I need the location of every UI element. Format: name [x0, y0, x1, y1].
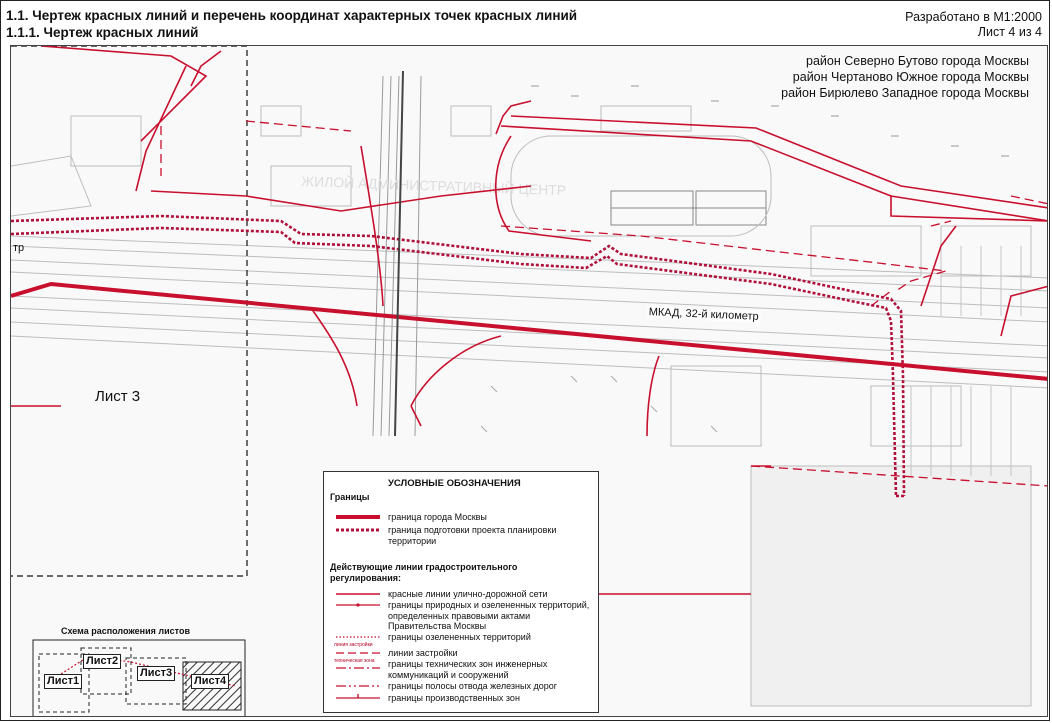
sheet3-label: Лист 3 [95, 388, 141, 405]
map-viewport[interactable] [10, 45, 1048, 717]
title-line-1: 1.1. Чертеж красных линий и перечень координат характерных точек красных линий [6, 8, 578, 23]
mkad-label: МКАД, 32-й километр [648, 306, 759, 323]
legend-panel [323, 471, 599, 713]
legend-symbol-planning-boundary [334, 525, 382, 535]
legend-text-city-boundary: граница города Москвы [388, 512, 487, 522]
sheet3-boundary [11, 46, 247, 576]
scale-text: Разработано в М1:2000 [905, 10, 1042, 24]
legend-section-boundaries: Границы [330, 492, 370, 502]
scheme-sheet-1: Лист1 [44, 674, 82, 689]
legend-text-natural-areas: границы природных и озелененных территорий, определенных правовыми актами Правительства Москвы [388, 600, 590, 631]
legend-symbol-red-lines [334, 589, 382, 599]
sheet-layout-scheme [31, 624, 249, 717]
rail-edge [395, 71, 403, 436]
district-1: район Северно Бутово города Москвы [806, 54, 1029, 68]
legend-title: УСЛОВНЫЕ ОБОЗНАЧЕНИЯ [388, 478, 521, 489]
legend-symbol-industrial [334, 693, 382, 703]
building-lines [161, 121, 1048, 486]
legend-symbol-green-areas [334, 632, 382, 642]
legend-symbol-natural-areas [334, 600, 382, 610]
scheme-sheet-4: Лист4 [191, 674, 229, 689]
legend-symbol-city-boundary [334, 512, 382, 522]
legend-symbol-technical-zones [334, 663, 382, 673]
legend-tag-building-line: линия застройки [334, 642, 373, 648]
background-district-label: ЖИЛОЙ АДМИНИСТРАТИВНЫЙ ЦЕНТР [300, 173, 567, 199]
legend-text-red-lines: красные линии улично-дорожной сети [388, 589, 548, 599]
legend-text-green-areas: границы озелененных территорий [388, 632, 531, 642]
legend-section-regulation: Действующие линии градостроительного регулирования: [330, 562, 518, 583]
legend-symbol-railway [334, 681, 382, 691]
city-boundary [11, 284, 1048, 379]
district-list [781, 53, 1029, 101]
legend-text-building-lines: линии застройки [388, 648, 458, 658]
scheme-title: Схема расположения листов [61, 626, 190, 636]
legend-text-railway: границы полосы отвода железных дорог [388, 681, 558, 691]
drawing-title [6, 7, 577, 41]
district-3: район Бирюлево Западное города Москвы [781, 86, 1029, 100]
district-2: район Чертаново Южное города Москвы [792, 70, 1029, 84]
legend-text-planning-boundary: граница подготовки проекта планировки территории [388, 525, 557, 546]
sheet-number: Лист 4 из 4 [977, 25, 1042, 39]
legend-text-technical-zones: границы технических зон инженерных коммуникаций и сооружений [388, 659, 548, 680]
legend-symbol-building-lines [334, 648, 382, 658]
left-edge-label: тр [13, 242, 25, 254]
legend-text-industrial: границы производственных зон [388, 693, 520, 703]
scheme-sheet-3: Лист3 [137, 666, 175, 681]
scheme-sheet-2: Лист2 [83, 654, 121, 669]
title-line-2: 1.1.1. Чертеж красных линий [6, 25, 199, 40]
legend-tag-technical-zone: техническая зона [334, 658, 375, 664]
title-block [905, 10, 1042, 40]
